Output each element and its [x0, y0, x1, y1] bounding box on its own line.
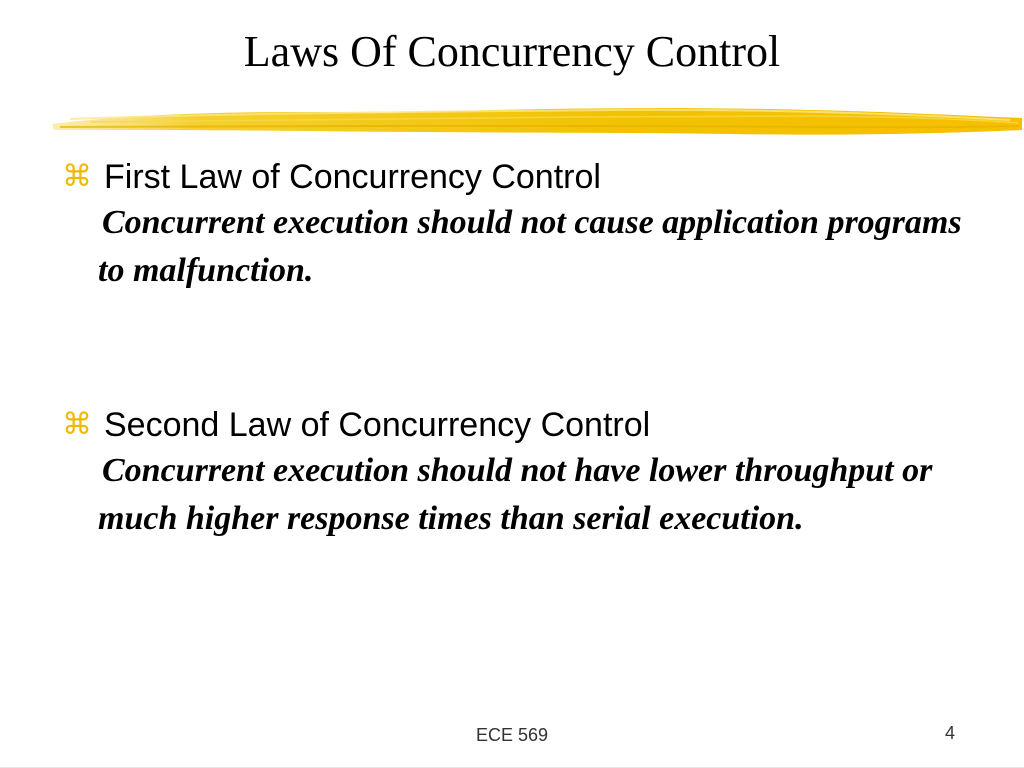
footer-course-label: ECE 569 — [475, 725, 549, 745]
command-key-icon: ⌘ — [62, 159, 92, 194]
command-key-icon: ⌘ — [62, 407, 92, 442]
first-law-heading: First Law of Concurrency Control — [104, 158, 601, 196]
slide-title: Laws Of Concurrency Control — [243, 27, 781, 76]
second-law-body: Concurrent execution should not have lower throughput or much higher response times than serial execution. — [98, 452, 933, 537]
first-law-body: Concurrent execution should not cause application programs to malfunction. — [98, 204, 962, 289]
title-underline-brush-stroke — [50, 100, 1024, 140]
second-law-heading: Second Law of Concurrency Control — [104, 406, 651, 444]
footer-page-number: 4 — [944, 723, 955, 743]
